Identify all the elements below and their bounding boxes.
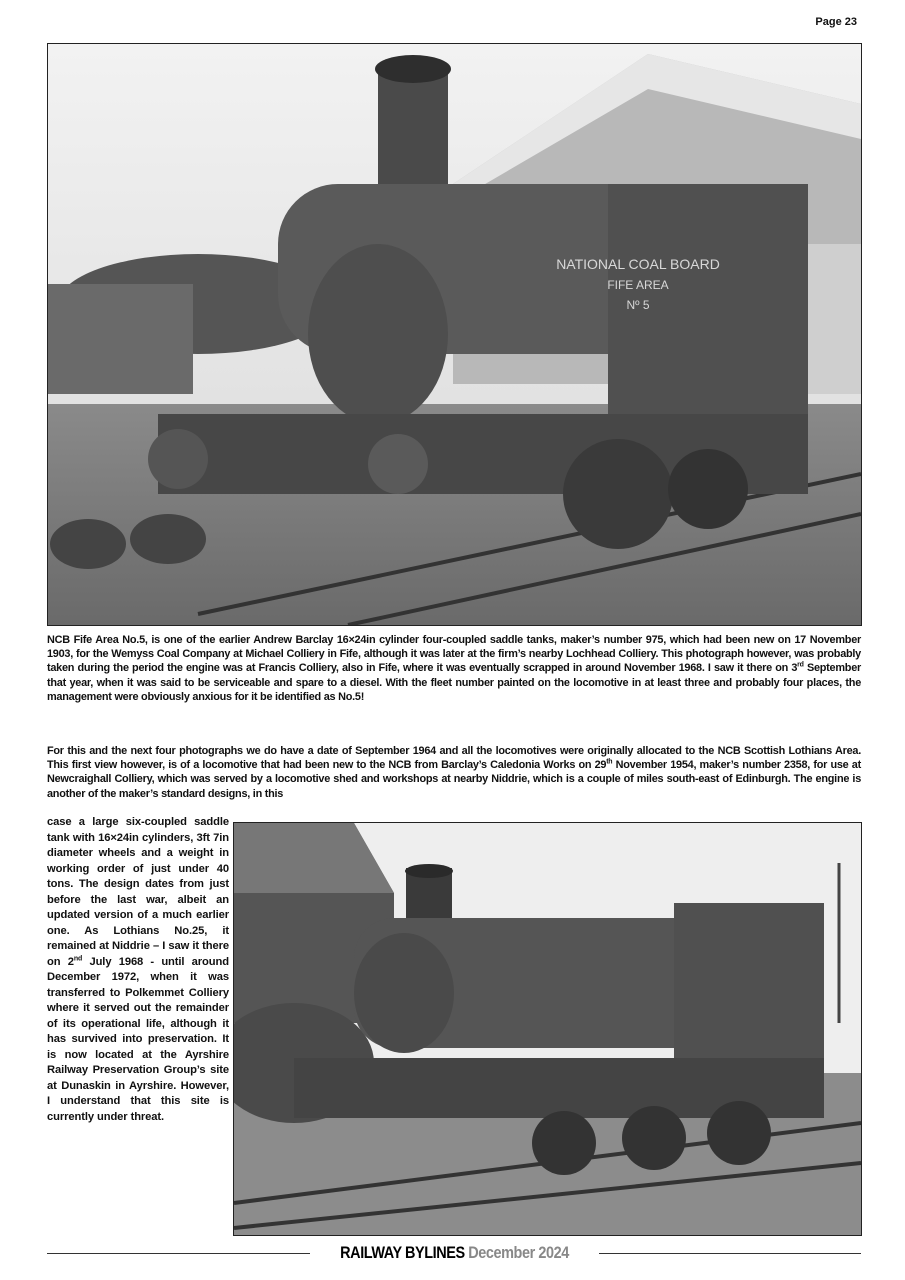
painted-text-2: FIFE AREA bbox=[607, 278, 669, 292]
photo-ncb-fife-no5 bbox=[47, 43, 862, 626]
footer-rule-left bbox=[47, 1253, 310, 1254]
column-text-d: July 1968 - until around December 1972, when it was transferred to Polkemmet Colliery where it served out the remainder of its operational life, although it has survived into preservation. It is now located at the Ayrshire Railway Preservation Group’s site at Dunaskin in Ayrshire. However, I understand that this site is currently under threat. bbox=[47, 955, 229, 1123]
photo1-caption bbox=[47, 633, 861, 704]
paragraph-text-b: November 1954, maker’s number 2358, for use at Newcraighall Colliery, which was served by a locomotive shed and workshops at nearby Niddrie, which is a couple of miles south-east of Edinburgh. The engine is another of the maker’s standard designs, in this bbox=[47, 759, 861, 800]
locomotive-photo-1 bbox=[48, 44, 861, 625]
footer-rule-right bbox=[599, 1253, 862, 1254]
caption1-sup: rd bbox=[797, 661, 804, 669]
painted-text-1: NATIONAL COAL BOARD bbox=[556, 256, 720, 272]
page-number: Page 23 bbox=[815, 16, 857, 28]
column-sup: nd bbox=[73, 954, 83, 962]
issue-date: December 2024 bbox=[467, 1243, 569, 1262]
article-column-text bbox=[47, 815, 229, 1125]
footer-title bbox=[331, 1243, 577, 1263]
paragraph-text-a: For this and the next four photographs we do have a date of September 1964 and all the locomotives were originally allocated to the NCB Scottish Lothians Area. This first view however, is of a locomotive that had been new to the NCB from Barclay’s Caledonia Works on 29 bbox=[47, 745, 861, 772]
magazine-name: RAILWAY BYLINES bbox=[339, 1243, 465, 1262]
paragraph-sup: th bbox=[606, 758, 613, 766]
page-footer bbox=[47, 1243, 861, 1263]
painted-text-3: Nº 5 bbox=[626, 298, 650, 312]
caption1-text-a: NCB Fife Area No.5, is one of the earlier Andrew Barclay 16×24in cylinder four-coupled saddle tanks, maker’s number 975, which had been new on 17 November 1903, for the Wemyss Coal Company at Michael Colliery in Fife, although it was later at the firm’s nearby Lochhead Colliery. This photograph however, was probably taken during the period the engine was at Francis Colliery, also in Fife, where it was eventually scrapped in around November 1968. I saw it there on 3 bbox=[47, 634, 861, 675]
caption1-text-b: September that year, when it was said to be serviceable and spare to a diesel. With the fleet number painted on the locomotive in at least three and probably four places, the management were obviously anxious for it be identified as No.5! bbox=[47, 662, 861, 703]
locomotive-photo-2 bbox=[234, 823, 861, 1235]
article-paragraph bbox=[47, 744, 861, 801]
column-text-c: case a large six-coupled saddle tank with 16×24in cylinders, 3ft 7in diameter wheels and a weight in working order of just under 40 tons. The design dates from just before the last war, albeit an updated version of a much earlier one. As Lothians No.25, it remained at Niddrie – I saw it there on 2 bbox=[47, 816, 229, 968]
photo-lothians-no25 bbox=[233, 822, 862, 1236]
